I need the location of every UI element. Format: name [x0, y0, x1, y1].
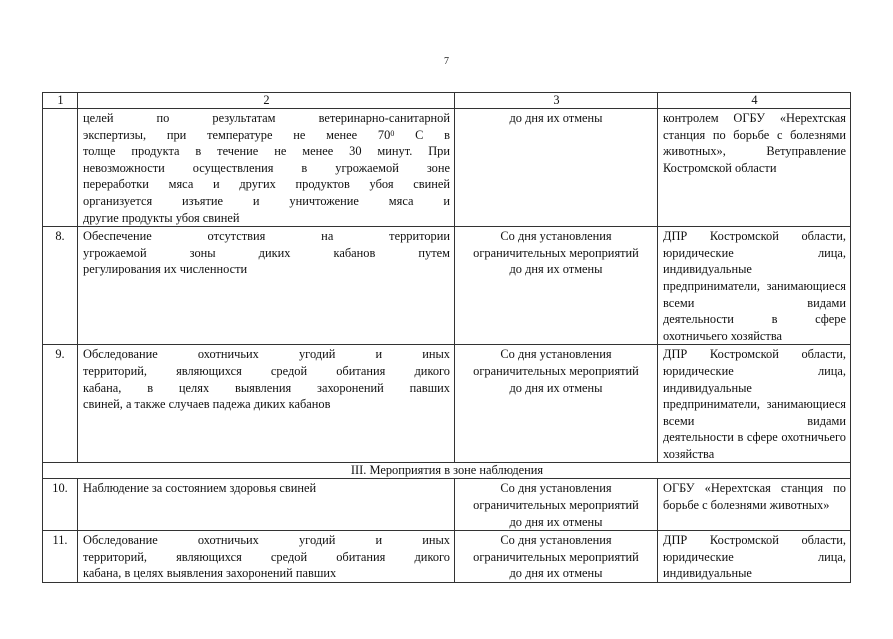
- description-text: территорий, являющихся средой обитания дикого: [83, 363, 450, 378]
- term-line: ограничительных мероприятий: [473, 549, 639, 564]
- responsible-party: [658, 227, 851, 345]
- section-heading: III. Мероприятия в зоне наблюдения: [43, 463, 851, 479]
- responsible-party: [658, 345, 851, 463]
- description-line: [83, 127, 450, 144]
- responsible-line: предприниматели, занимающиеся: [663, 278, 846, 293]
- description-text: угрожаемой зоны диких кабанов путем: [83, 245, 450, 260]
- description-line: [83, 143, 450, 160]
- description-text: Обеспечение отсутствия на территории: [83, 229, 450, 244]
- responsible-line: предприниматели, занимающиеся: [663, 397, 846, 412]
- term-line: до дня их отмены: [509, 514, 603, 529]
- header-row: [43, 93, 851, 109]
- responsible-line: ДПР Костромской области,: [663, 229, 846, 244]
- responsible-line: юридические лица,: [663, 245, 846, 260]
- item-number: 11.: [43, 531, 78, 583]
- description-text: толще продукта в течение не менее 30 минут. При: [83, 144, 450, 159]
- measure-description: [78, 345, 455, 463]
- measure-description: [78, 109, 455, 227]
- responsible-party: [658, 109, 851, 227]
- description-line: [83, 380, 450, 397]
- responsible-line: борьбе с болезнями животных»: [663, 498, 830, 513]
- description-text: Обследование охотничьих угодий и иных: [83, 533, 450, 548]
- responsible-line: деятельности в сфере охотничьего: [663, 430, 846, 445]
- item-number: 8.: [43, 227, 78, 345]
- description-text: территорий, являющихся средой обитания дикого: [83, 549, 450, 564]
- description-line: [83, 396, 450, 413]
- description-line: [83, 346, 450, 363]
- term-line: до дня их отмены: [509, 111, 603, 125]
- table-row: [43, 227, 851, 345]
- measure-term: [455, 227, 658, 345]
- term-line: до дня их отмены: [509, 566, 603, 581]
- table-row: [43, 531, 851, 583]
- description-text: другие продукты убоя свиней: [83, 210, 240, 225]
- description-line: [83, 261, 450, 278]
- term-line: Со дня установления: [500, 229, 612, 244]
- responsible-line: всеми видами: [663, 413, 846, 428]
- responsible-line: всеми видами: [663, 295, 846, 310]
- description-line: [83, 110, 450, 127]
- measure-term: [455, 345, 658, 463]
- item-number: [43, 109, 78, 227]
- responsible-line: индивидуальные: [663, 566, 752, 581]
- responsible-line: ДПР Костромской области,: [663, 533, 846, 548]
- measure-term: [455, 531, 658, 583]
- description-text: Наблюдение за состоянием здоровья свиней: [83, 481, 317, 496]
- description-line: [83, 245, 450, 262]
- measure-term: [455, 109, 658, 227]
- measure-description: [78, 531, 455, 583]
- measure-term: [455, 479, 658, 531]
- table-row: [43, 479, 851, 531]
- term-line: до дня их отмены: [509, 262, 603, 277]
- responsible-line: охотничьего хозяйства: [663, 328, 783, 343]
- table-row: [43, 345, 851, 463]
- term-line: Со дня установления: [500, 347, 612, 362]
- description-text: регулирования их численности: [83, 262, 248, 277]
- term-line: Со дня установления: [500, 533, 612, 548]
- responsible-line: ДПР Костромской области,: [663, 347, 846, 362]
- header-cell-1: 1: [43, 93, 78, 109]
- description-text: экспертизы, при температуре не менее 70: [83, 127, 391, 142]
- description-line: [83, 160, 450, 177]
- responsible-line: станция по борьбе с болезнями: [663, 127, 846, 142]
- measure-description: [78, 479, 455, 531]
- table-row: [43, 109, 851, 227]
- description-line: [83, 210, 450, 227]
- term-line: до дня их отмены: [509, 380, 603, 395]
- description-line: [83, 565, 450, 582]
- description-line: [83, 549, 450, 566]
- description-text: С в: [394, 127, 450, 142]
- description-text: Обследование охотничьих угодий и иных: [83, 347, 450, 362]
- item-number: 9.: [43, 345, 78, 463]
- responsible-line: деятельности в сфере: [663, 312, 846, 327]
- responsible-line: юридические лица,: [663, 363, 846, 378]
- header-cell-3: 3: [455, 93, 658, 109]
- responsible-line: юридические лица,: [663, 549, 846, 564]
- description-text: невозможности осуществления в угрожаемой зоне: [83, 160, 450, 175]
- term-line: ограничительных мероприятий: [473, 363, 639, 378]
- header-cell-2: 2: [78, 93, 455, 109]
- description-text: кабана, в целях выявления захоронений павших: [83, 380, 450, 395]
- item-number: 10.: [43, 479, 78, 531]
- header-cell-4: 4: [658, 93, 851, 109]
- description-line: [83, 193, 450, 210]
- term-line: Со дня установления: [500, 481, 612, 496]
- responsible-line: Костромской области: [663, 160, 777, 175]
- description-text: кабана, в целях выявления захоронений павших: [83, 566, 337, 581]
- responsible-line: контролем ОГБУ «Нерехтская: [663, 111, 846, 125]
- responsible-line: ОГБУ «Нерехтская станция по: [663, 481, 846, 496]
- description-line: [83, 480, 450, 497]
- description-line: [83, 228, 450, 245]
- section-heading-row: [43, 463, 851, 479]
- responsible-line: индивидуальные: [663, 262, 752, 277]
- description-text: организуется изъятие и уничтожение мяса и: [83, 193, 450, 208]
- responsible-line: животных», Ветуправление: [663, 144, 846, 159]
- description-text: переработки мяса и других продуктов убоя свиней: [83, 177, 450, 192]
- degree-superscript: 0: [390, 128, 395, 138]
- term-line: ограничительных мероприятий: [473, 498, 639, 513]
- measures-table: [42, 92, 851, 583]
- description-text: свиней, а также случаев падежа диких кабанов: [83, 397, 331, 412]
- responsible-party: [658, 479, 851, 531]
- description-line: [83, 176, 450, 193]
- measure-description: [78, 227, 455, 345]
- description-text: целей по результатам ветеринарно-санитарной: [83, 111, 450, 125]
- responsible-line: индивидуальные: [663, 380, 752, 395]
- term-line: ограничительных мероприятий: [473, 245, 639, 260]
- page-number: 7: [444, 56, 449, 67]
- responsible-party: [658, 531, 851, 583]
- description-line: [83, 532, 450, 549]
- description-line: [83, 363, 450, 380]
- responsible-line: хозяйства: [663, 446, 715, 461]
